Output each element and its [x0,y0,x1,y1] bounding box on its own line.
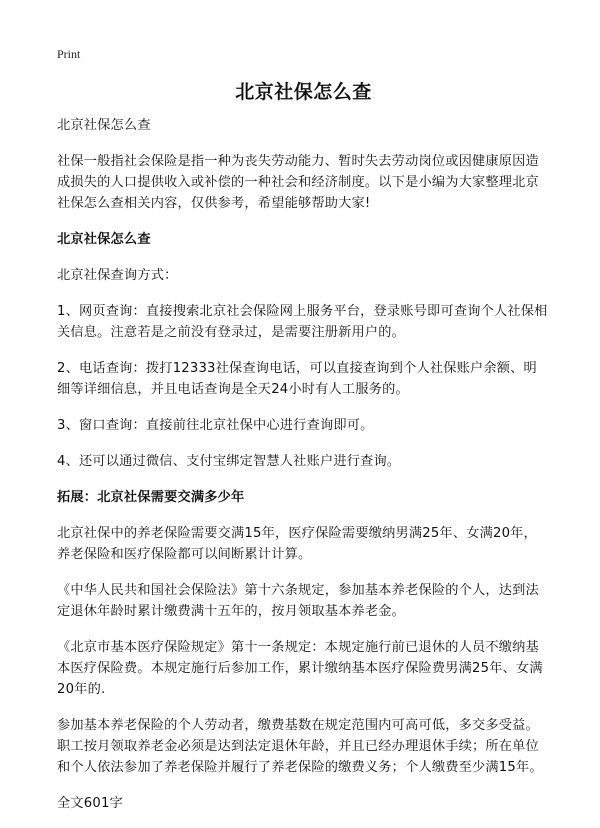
method-item-app: 4、还可以通过微信、支付宝绑定智慧人社账户进行查询。 [57,454,401,469]
methods-intro: 北京社保查询方式： [57,268,178,283]
intro-paragraph: 社保一般指社会保险是指一种为丧失劳动能力、暂时失去劳动岗位或因健康原因造成损失的人口提供收入或补偿的一种社会和经济制度。以下是小编为大家整理北京社保怎么查相关内容，仅供参考，希望能够帮助大家! [57,154,539,211]
section-heading-query: 北京社保怎么查 [57,232,151,247]
method-item-web: 1、网页查询：直接搜索北京社会保险网上服务平台，登录账号即可查询个人社保相关信息。注意若是之前没有登录过，是需要注册新用户的。 [57,304,548,340]
paragraph-social-insurance-law: 《中华人民共和国社会保险法》第十六条规定，参加基本养老保险的个人，达到法定退休年龄时累计缴费满十五年的，按月领取基本养老金。 [57,583,539,619]
word-count: 全文601字 [57,796,123,811]
method-item-counter: 3、窗口查询：直接前往北京社保中心进行查询即可。 [57,418,374,433]
paragraph-pension-conditions: 参加基本养老保险的个人劳动者，缴费基数在规定范围内可高可低，多交多受益。职工按月领取养老金必须是达到法定退休年龄，并且已经办理退休手续；所在单位和个人依法参加了养老保险并履行了养老保险的缴费义务；个人缴费至少满15年。 [57,718,543,775]
article-subtitle: 北京社保怎么查 [57,118,151,133]
paragraph-beijing-medical-rule: 《北京市基本医疗保险规定》第十一条规定：本规定施行前已退休的人员不缴纳基本医疗保险费。本规定施行后参加工作，累计缴纳基本医疗保险费男满25年、女满20年的. [57,640,543,697]
paragraph-years: 北京社保中的养老保险需要交满15年，医疗保险需要缴纳男满25年、女满20年，养老保险和医疗保险都可以间断累计计算。 [57,526,537,562]
page-title: 北京社保怎么查 [235,81,372,103]
section-heading-extension: 拓展：北京社保需要交满多少年 [57,490,245,505]
method-item-phone: 2、电话查询：拨打12333社保查询电话，可以直接查询到个人社保账户余额、明细等详细信息，并且电话查询是全天24小时有人工服务的。 [57,361,537,397]
print-link[interactable]: Print [57,47,81,61]
